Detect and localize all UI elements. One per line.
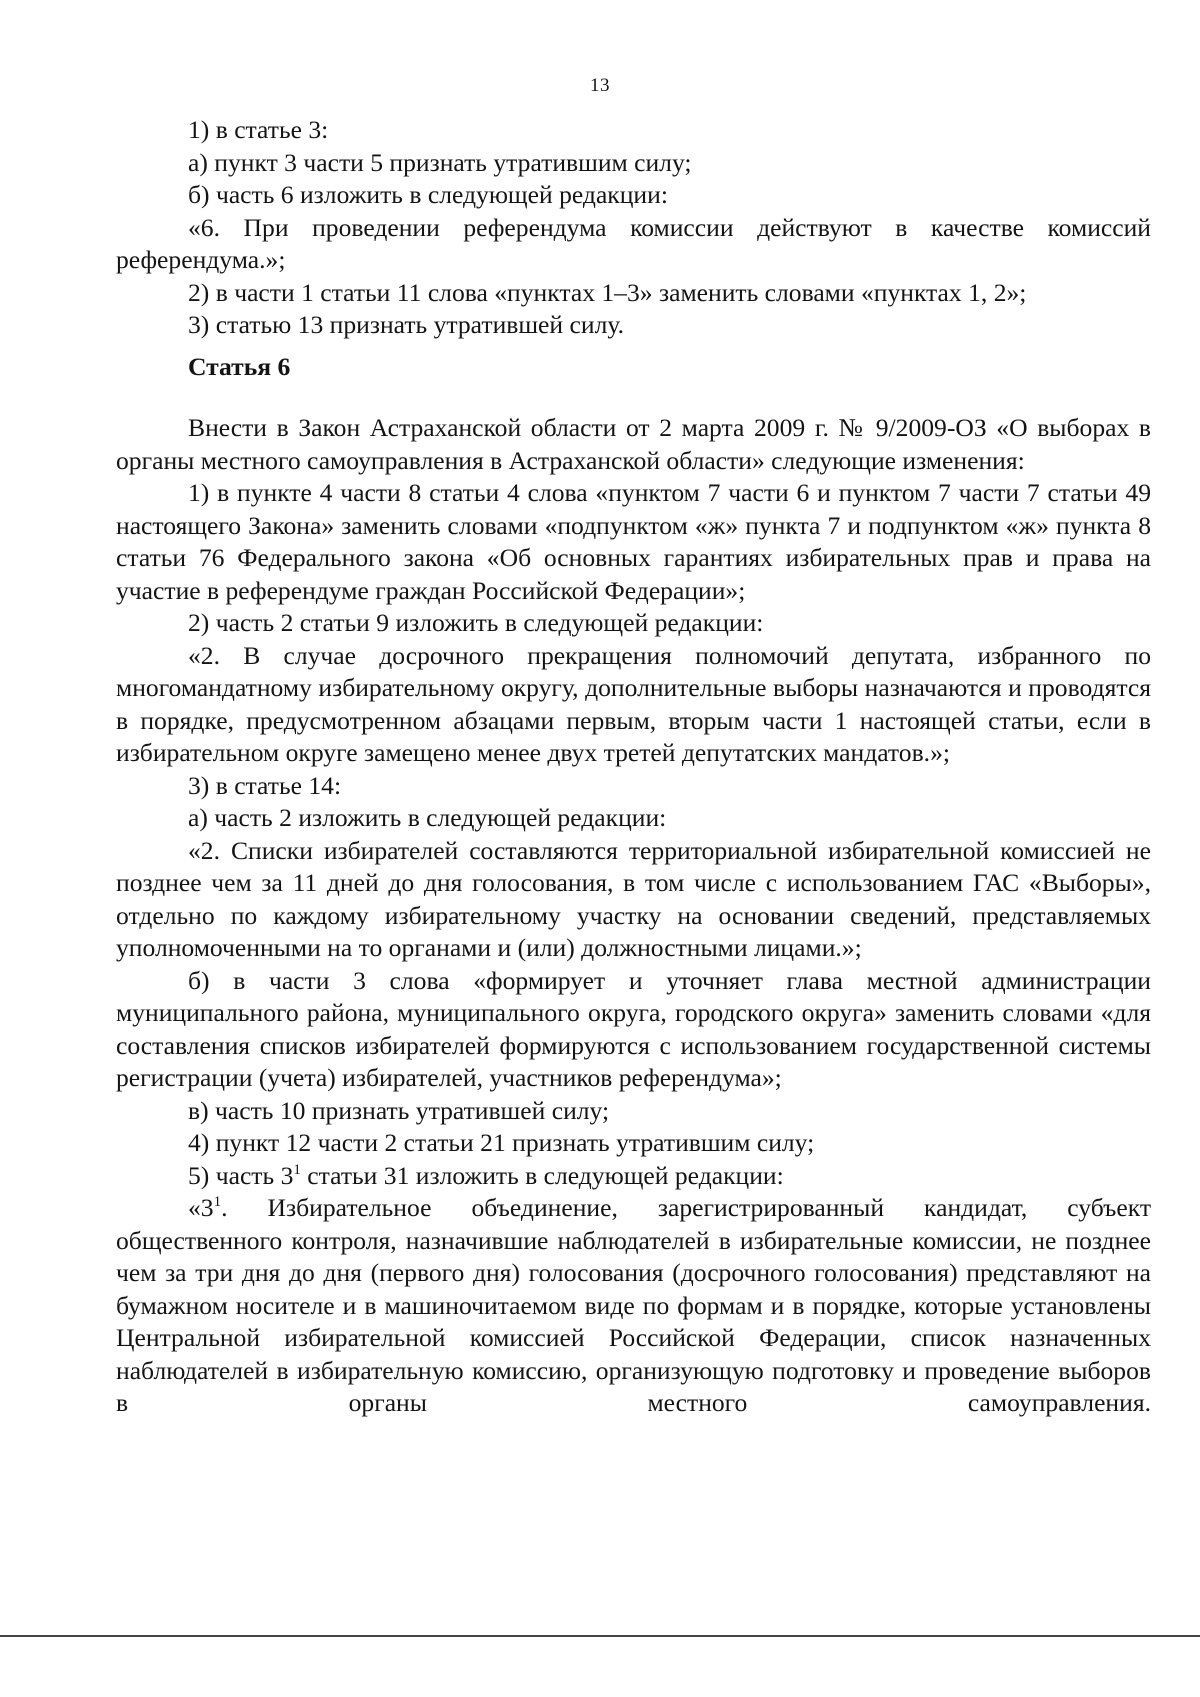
paragraph: «2. Списки избирателей составляются территориальной избирательной комиссией не позднее чем за 11 дней до дня голосования, в том числе с использованием ГАС «Выборы», отдельно по каждому избирательному участку на основании сведений, представляемых уполномоченными на то органами и (или) должностными лицами.»; xyxy=(116,835,1151,962)
paragraph: а) часть 2 изложить в следующей редакции: xyxy=(188,803,667,832)
amendments-block-1 xyxy=(116,114,1151,342)
paragraph: б) в части 3 слова «формирует и уточняет глава местной администрации муниципального района, муниципального округа, городского округа» заменить словами «для составления списков избирателей формируются с использованием государственной системы регистрации (учета) избирателей, участников референдума»; xyxy=(116,965,1151,1092)
amendments-block-2 xyxy=(116,412,1151,1420)
item5-before: 5) часть 3 xyxy=(188,1160,294,1190)
paragraph: 2) часть 2 статьи 9 изложить в следующей редакции: xyxy=(188,608,764,637)
page-bottom-rule xyxy=(0,1635,1200,1637)
paragraph: в) часть 10 признать утратившей силу; xyxy=(188,1095,610,1125)
last-text: . Избирательное объединение, зарегистрированный кандидат, субъект общественного контроля, назначившие наблюдателей в избирательные комиссии, не позднее чем за три дня до дня (первого дня) голосования (досрочного голосования) представляют на бумажном носителе и в машиночитаемом виде по формам и в порядке, которые установлены Центральной избирательной комиссией Российской Федерации, список назначенных наблюдателей в избирательную комиссию, организующую подготовку и проведение выборов в органы местного самоуправления. xyxy=(116,1193,1151,1417)
page-number: 13 xyxy=(590,75,610,96)
paragraph: 2) в части 1 статьи 11 слова «пунктах 1–3» заменить словами «пунктах 1, 2»; xyxy=(188,277,1027,307)
paragraph: 3) статью 13 признать утратившей силу. xyxy=(188,310,624,339)
article-heading: Статья 6 xyxy=(188,352,291,381)
item5-after: статьи 31 изложить в следующей редакции: xyxy=(300,1160,784,1190)
paragraph: «6. При проведении референдума комиссии действуют в качестве комиссий референдума.»; xyxy=(116,212,1151,274)
paragraph: б) часть 6 изложить в следующей редакции: xyxy=(188,180,668,209)
paragraph: 1) в пункте 4 части 8 статьи 4 слова «пунктом 7 части 6 и пунктом 7 части 7 статьи 49 настоящего Закона» заменить словами «подпунктом «ж» пункта 7 и подпунктом «ж» пункта 8 статьи 76 Федерального закона «Об основных гарантиях избирательных прав и права на участие в референдуме граждан Российской Федерации»; xyxy=(116,478,1151,605)
superscript: 1 xyxy=(293,1161,301,1178)
paragraph: а) пункт 3 части 5 признать утратившим силу; xyxy=(188,147,692,177)
paragraph: 1) в статье 3: xyxy=(188,115,329,144)
paragraph: Внести в Закон Астраханской области от 2 марта 2009 г. № 9/2009-ОЗ «О выборах в органы местного самоуправления в Астраханской области» следующие изменения: xyxy=(116,413,1151,475)
paragraph: 4) пункт 12 части 2 статьи 21 признать утратившим силу; xyxy=(188,1128,815,1157)
paragraph-last xyxy=(116,1192,1151,1420)
article-heading-block xyxy=(116,351,1151,384)
paragraph-item-5 xyxy=(116,1160,1151,1193)
paragraph: «2. В случае досрочного прекращения полномочий депутата, избранного по многомандатному избирательному округу, дополнительные выборы назначаются и проводятся в порядке, предусмотренном абзацами первым, вторым части 1 настоящей статьи, если в избирательном округе замещено менее двух третей депутатских мандатов.»; xyxy=(116,640,1151,767)
superscript: 1 xyxy=(213,1194,222,1210)
last-open: «3 xyxy=(188,1193,214,1222)
paragraph: 3) в статье 14: xyxy=(188,770,342,800)
